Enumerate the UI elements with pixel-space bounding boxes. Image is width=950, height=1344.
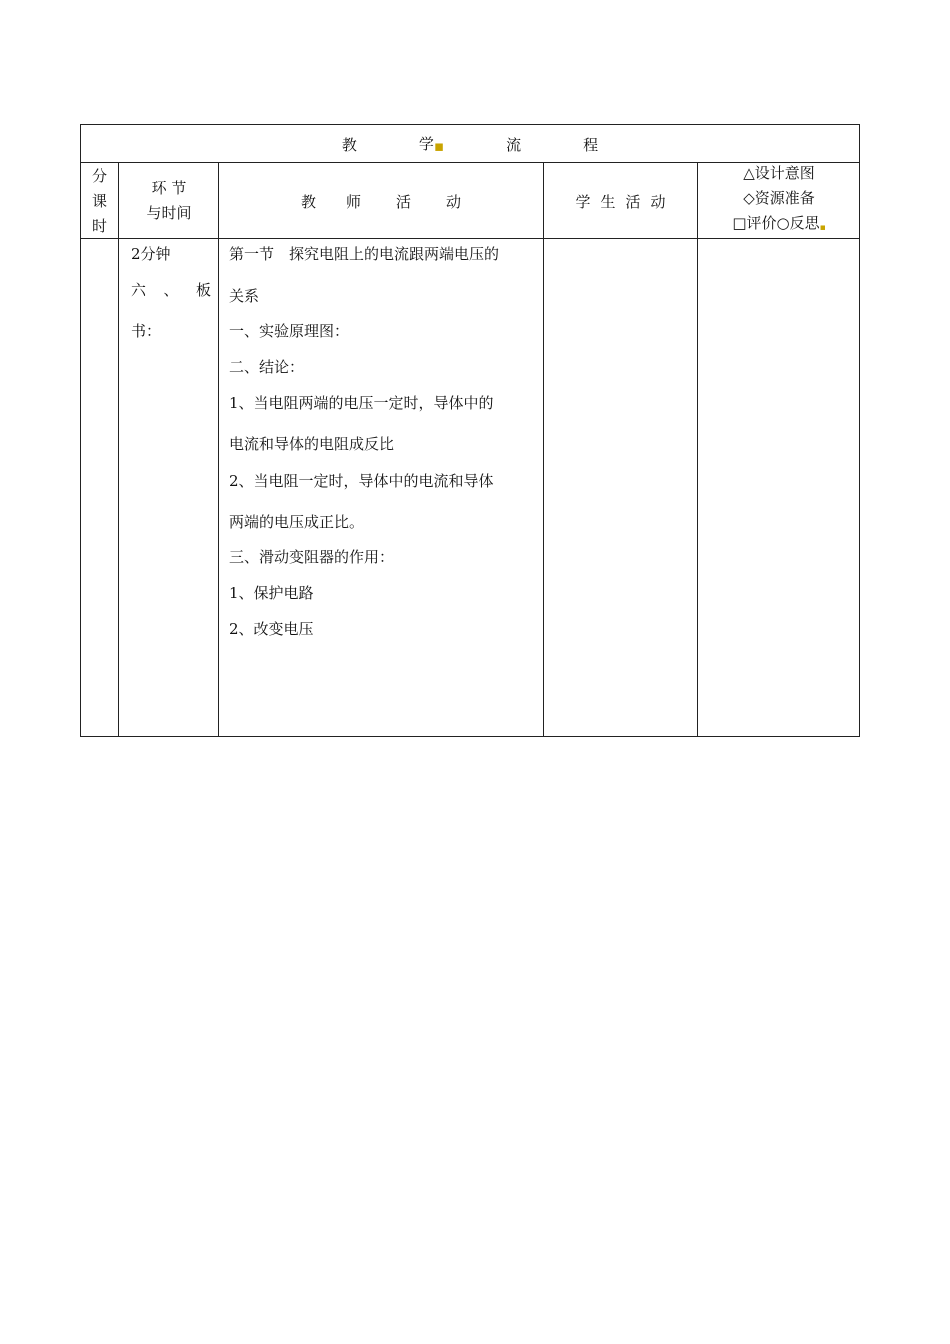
stage-name-line1 (131, 279, 211, 300)
divider (543, 163, 544, 736)
header-text: 生 (600, 192, 616, 211)
stage-char: 、 (163, 281, 179, 299)
title-char-1: 教 (341, 135, 357, 154)
teacher-line: 1、保护电路 (229, 584, 314, 602)
header-text: ◇资源准备 (743, 189, 815, 207)
title-char-2: 学▪ (418, 135, 445, 155)
header-stage (119, 163, 219, 239)
teacher-line: 二、结论： (229, 358, 305, 376)
lesson-flow-table (80, 124, 860, 737)
stage-char: 六 (131, 281, 147, 299)
header-text: 与时间 (146, 204, 192, 222)
teacher-line: 1、当电阻两端的电压一定时，导体中的 (229, 394, 494, 412)
header-text: 课 (91, 191, 107, 210)
stage-name-line2: 书： (131, 322, 162, 340)
title-char-3: 流 (506, 135, 522, 154)
divider (218, 163, 219, 736)
teacher-line: 两端的电压成正比。 (229, 513, 365, 531)
header-text: 活 (625, 192, 641, 211)
teacher-line: 关系 (229, 287, 260, 305)
header-text: 分 (91, 166, 107, 185)
teacher-line: 一、实验原理图： (229, 322, 350, 340)
header-text: 活 (396, 192, 412, 211)
header-design-notes (698, 163, 860, 239)
header-teacher-activity (219, 163, 543, 239)
divider (697, 163, 698, 736)
title-char-4: 程 (583, 135, 599, 154)
header-text: 动 (446, 192, 462, 211)
header-text: 动 (650, 192, 666, 211)
header-student-activity (544, 163, 697, 239)
teacher-line: 2、改变电压 (229, 620, 314, 638)
header-text: △设计意图 (743, 164, 815, 182)
header-text: 时 (91, 216, 107, 235)
stage-time: 2分钟 (131, 245, 171, 263)
stage-char: 板 (195, 281, 211, 299)
teacher-line: 2、当电阻一定时，导体中的电流和导体 (229, 472, 494, 490)
header-text: 教 (300, 192, 316, 211)
header-text: 环 节 (151, 179, 187, 197)
teacher-line: 电流和导体的电阻成反比 (229, 435, 395, 453)
header-text: □评价○反思▪ (732, 214, 826, 233)
teacher-line: 第一节 探究电阻上的电流跟两端电压的 (229, 245, 500, 263)
header-text: 学 (575, 192, 591, 211)
header-period (81, 163, 118, 239)
teacher-line: 三、滑动变阻器的作用： (229, 548, 395, 566)
header-text: 师 (345, 192, 361, 211)
divider (118, 163, 119, 736)
table-title (81, 125, 859, 163)
